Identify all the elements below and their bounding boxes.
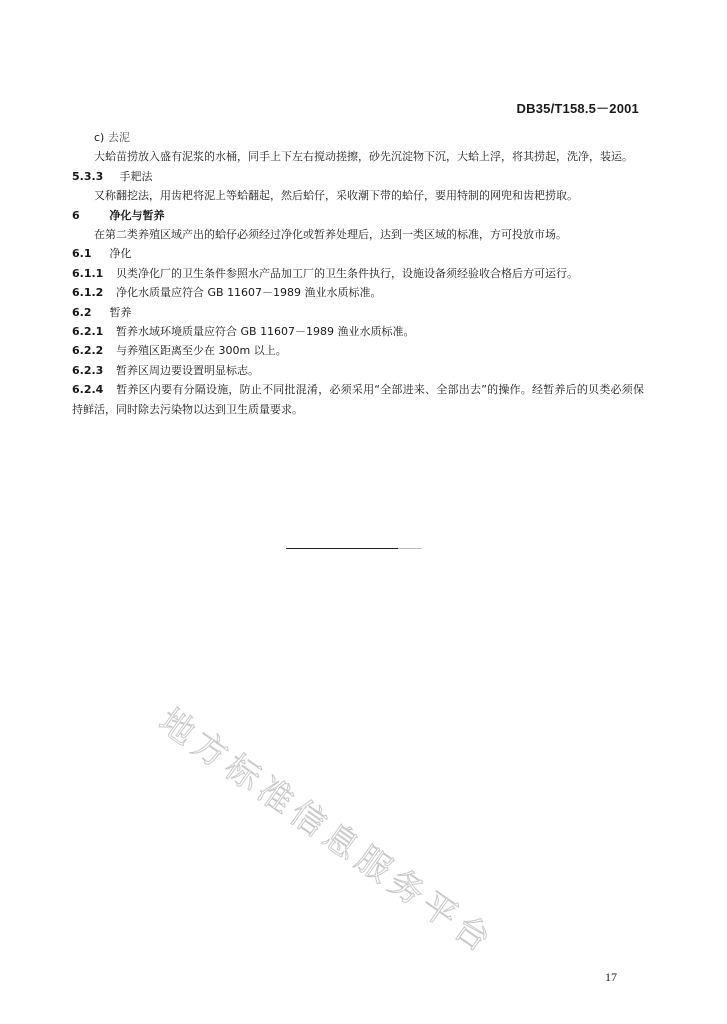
watermark: 地方标准信息服务平台 [151,700,503,964]
clause-number: 6.1.2 [72,286,104,300]
section-title: 手耙法 [119,169,153,183]
clause-number: 6.2.2 [72,344,104,358]
clause-text: 与养殖区距离至少在 300m 以上。 [116,344,287,358]
section-6-paragraph: 在第二类养殖区域产出的蛤仔必须经过净化或暂养处理后，达到一类区域的标准，方可投放市场。 [94,228,567,242]
clause-text: 暂养水域环境质量应符合 GB 11607－1989 渔业水质标准。 [116,325,415,339]
end-of-document-rule [286,548,422,549]
item-c-heading [72,128,644,147]
section-5-3-3-paragraph: 又称翻挖法，用齿耙将泥上等蛤翻起，然后蛤仔，采收潮下带的蛤仔，要用特制的网兜和齿耙捞取。 [94,189,578,203]
clause-text: 净化水质量应符合 GB 11607－1989 渔业水质标准。 [116,286,382,300]
document-code: DB35/T158.5－2001 [516,101,639,116]
clause-6-2-2 [72,341,644,360]
clause-number: 6.2.1 [72,325,104,339]
section-title: 净化 [109,247,132,261]
section-5-3-3-heading [72,167,644,186]
clause-number: 6.2.3 [72,363,104,377]
section-number: 5.3.3 [72,169,104,183]
section-number: 6.2 [72,305,92,319]
section-title: 净化与暂养 [109,208,165,222]
clause-text: 贝类净化厂的卫生条件参照水产品加工厂的卫生条件执行，设施设备须经验收合格后方可运行。 [116,266,578,280]
section-title: 暂养 [109,305,132,319]
clause-6-1-2 [72,283,644,302]
clause-6-2-4 [72,380,644,419]
section-number: 6.1 [72,247,92,261]
item-c-label: c) [94,131,105,144]
section-number: 6 [72,208,80,222]
clause-text: 暂养区周边要设置明显标志。 [116,363,259,377]
section-6-heading [72,206,644,225]
clause-text: 暂养区内要有分隔设施，防止不同批混淆，必须采用“全部进来、全部出去”的操作。经暂养后的贝类必须保持鲜活，同时除去污染物以达到卫生质量要求。 [72,383,644,416]
clause-6-2-1 [72,322,644,341]
section-6-2-heading [72,303,644,322]
clause-6-1-1 [72,264,644,283]
clause-6-2-3 [72,361,644,380]
item-c-title: 去泥 [107,131,130,144]
page-number: 17 [605,970,617,984]
section-6-1-heading [72,244,644,263]
clause-number: 6.2.4 [72,383,104,397]
document-body [72,128,644,419]
clause-number: 6.1.1 [72,266,104,280]
item-c-paragraph: 大蛤苗捞放入盛有泥浆的水桶，同手上下左右搅动搓擦，砂先沉淀物下沉，大蛤上浮，将其捞起，洗净，装运。 [94,150,633,164]
